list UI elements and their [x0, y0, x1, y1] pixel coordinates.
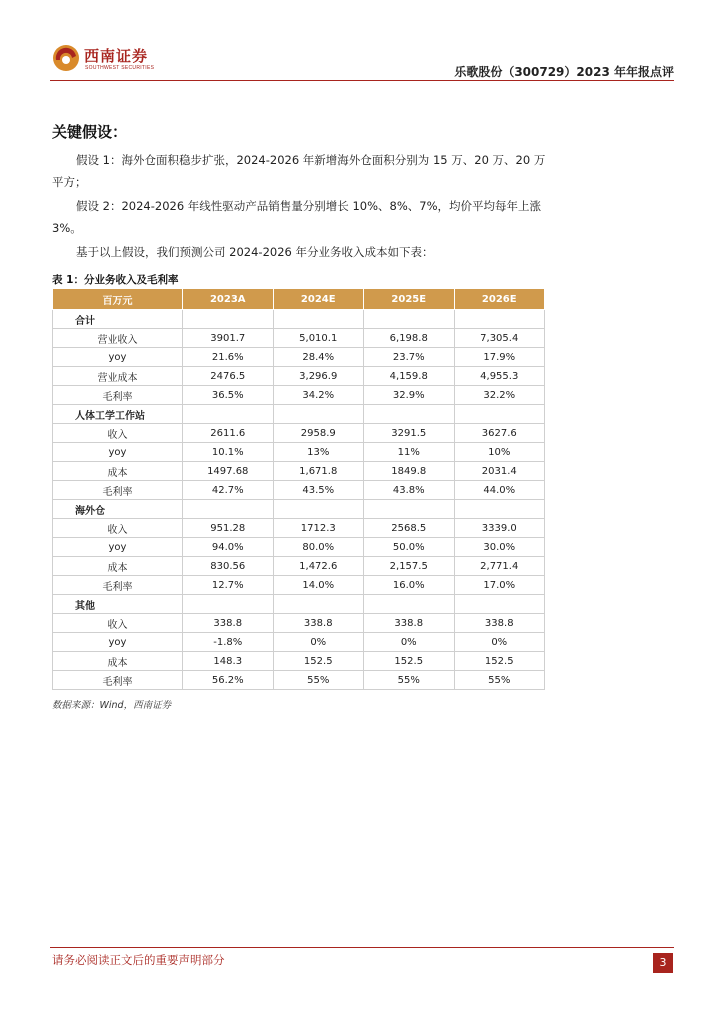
table-caption: 表 1：分业务收入及毛利率: [52, 274, 179, 286]
table-cell: 1497.68: [183, 462, 274, 481]
table-cell: 50.0%: [364, 538, 455, 557]
header-year: 2023A: [183, 289, 274, 310]
table-cell: 43.5%: [273, 481, 364, 500]
group-label: 合计: [53, 310, 183, 329]
table-cell: 1712.3: [273, 519, 364, 538]
table-cell: 11%: [364, 443, 455, 462]
page-number: 3: [653, 953, 673, 973]
table-cell: 338.8: [454, 614, 545, 633]
table-cell: 2568.5: [364, 519, 455, 538]
table-cell: -1.8%: [183, 633, 274, 652]
row-label: 成本: [53, 652, 183, 671]
table-row: [53, 538, 545, 557]
table-cell: 32.2%: [454, 386, 545, 405]
table-group-row: [53, 310, 545, 329]
table-cell: 2,771.4: [454, 557, 545, 576]
table-row: [53, 348, 545, 367]
table-row: [53, 519, 545, 538]
table-cell: 2476.5: [183, 367, 274, 386]
table-cell: 152.5: [364, 652, 455, 671]
table-cell-empty: [454, 310, 545, 329]
table-row: [53, 614, 545, 633]
table-cell: 830.56: [183, 557, 274, 576]
section-title: 关键假设：: [52, 123, 128, 141]
table-row: [53, 329, 545, 348]
table-cell-empty: [273, 595, 364, 614]
logo-english-name: SOUTHWEST SECURITIES: [85, 65, 155, 71]
header-year: 2026E: [454, 289, 545, 310]
table-cell-empty: [273, 405, 364, 424]
row-label: 毛利率: [53, 576, 183, 595]
table-cell: 16.0%: [364, 576, 455, 595]
table-row: [53, 576, 545, 595]
table-cell-empty: [454, 405, 545, 424]
revenue-margin-table: [52, 288, 545, 690]
table-group-row: [53, 500, 545, 519]
table-cell: 152.5: [454, 652, 545, 671]
row-label: yoy: [53, 538, 183, 557]
table-cell: 152.5: [273, 652, 364, 671]
table-cell-empty: [454, 595, 545, 614]
logo-chinese-name: 西南证券: [84, 47, 149, 65]
table-cell: 21.6%: [183, 348, 274, 367]
table-cell: 55%: [273, 671, 364, 690]
table-cell: 4,159.8: [364, 367, 455, 386]
table-row: [53, 481, 545, 500]
table-cell: 55%: [454, 671, 545, 690]
table-row: [53, 367, 545, 386]
table-cell: 30.0%: [454, 538, 545, 557]
group-label: 其他: [53, 595, 183, 614]
row-label: 毛利率: [53, 671, 183, 690]
table-cell-empty: [183, 405, 274, 424]
table-group-row: [53, 595, 545, 614]
logo-emblem-icon: [52, 44, 80, 72]
table-cell: 17.9%: [454, 348, 545, 367]
table-cell: 12.7%: [183, 576, 274, 595]
table-cell: 14.0%: [273, 576, 364, 595]
table-row: [53, 633, 545, 652]
table-cell: 44.0%: [454, 481, 545, 500]
table-row: [53, 652, 545, 671]
table-row: [53, 462, 545, 481]
company-logo: [52, 44, 172, 74]
table-cell: 2,157.5: [364, 557, 455, 576]
table-cell: 0%: [273, 633, 364, 652]
table-cell: 34.2%: [273, 386, 364, 405]
table-cell: 3339.0: [454, 519, 545, 538]
header-year: 2024E: [273, 289, 364, 310]
row-label: 收入: [53, 519, 183, 538]
row-label: 营业成本: [53, 367, 183, 386]
table-row: [53, 671, 545, 690]
table-cell-empty: [183, 595, 274, 614]
header-year: 2025E: [364, 289, 455, 310]
table-body: [53, 310, 545, 690]
table-cell: 1849.8: [364, 462, 455, 481]
table-cell: 28.4%: [273, 348, 364, 367]
assumption-paragraph-1: 假设 1：海外仓面积稳步扩张，2024-2026 年新增海外仓面积分别为 15 万、20 万、20 万平方；: [52, 153, 546, 189]
table-cell: 55%: [364, 671, 455, 690]
table-cell: 6,198.8: [364, 329, 455, 348]
table-cell-empty: [183, 500, 274, 519]
table-cell: 80.0%: [273, 538, 364, 557]
table-cell: 3901.7: [183, 329, 274, 348]
table-cell: 338.8: [273, 614, 364, 633]
table-row: [53, 386, 545, 405]
table-cell: 338.8: [183, 614, 274, 633]
table-cell: 3627.6: [454, 424, 545, 443]
table-cell: 36.5%: [183, 386, 274, 405]
row-label: 毛利率: [53, 481, 183, 500]
row-label: yoy: [53, 348, 183, 367]
page-header: [0, 0, 724, 82]
table-cell: 1,472.6: [273, 557, 364, 576]
table-cell: 951.28: [183, 519, 274, 538]
table-cell-empty: [364, 405, 455, 424]
table-cell: 4,955.3: [454, 367, 545, 386]
row-label: 收入: [53, 614, 183, 633]
row-label: yoy: [53, 633, 183, 652]
table-cell: 32.9%: [364, 386, 455, 405]
table-row: [53, 557, 545, 576]
table-cell: 7,305.4: [454, 329, 545, 348]
row-label: 成本: [53, 557, 183, 576]
table-row: [53, 424, 545, 443]
table-cell: 3291.5: [364, 424, 455, 443]
table-cell-empty: [273, 500, 364, 519]
row-label: 营业收入: [53, 329, 183, 348]
assumption-paragraph-2: 假设 2：2024-2026 年线性驱动产品销售量分别增长 10%、8%、7%，均价平均每年上涨 3%。: [52, 199, 542, 235]
table-cell-empty: [454, 500, 545, 519]
table-cell: 94.0%: [183, 538, 274, 557]
table-cell: 338.8: [364, 614, 455, 633]
table-cell-empty: [273, 310, 364, 329]
table-row: [53, 443, 545, 462]
data-source-note: 数据来源：Wind，西南证券: [52, 700, 172, 711]
table-cell: 2611.6: [183, 424, 274, 443]
table-cell: 148.3: [183, 652, 274, 671]
table-cell: 13%: [273, 443, 364, 462]
row-label: 成本: [53, 462, 183, 481]
header-divider: [50, 80, 674, 81]
table-cell: 42.7%: [183, 481, 274, 500]
table-cell: 43.8%: [364, 481, 455, 500]
table-cell: 23.7%: [364, 348, 455, 367]
footer-disclaimer: 请务必阅读正文后的重要声明部分: [52, 953, 225, 967]
table-cell: 56.2%: [183, 671, 274, 690]
table-cell: 2958.9: [273, 424, 364, 443]
row-label: 毛利率: [53, 386, 183, 405]
table-cell: 10%: [454, 443, 545, 462]
table-cell: 0%: [454, 633, 545, 652]
forecast-intro-paragraph: 基于以上假设，我们预测公司 2024-2026 年分业务收入成本如下表：: [76, 245, 434, 259]
group-label: 人体工学工作站: [53, 405, 183, 424]
table-cell: 17.0%: [454, 576, 545, 595]
table-cell-empty: [364, 310, 455, 329]
report-title: 乐歌股份（300729）2023 年年报点评: [454, 65, 674, 79]
table-cell-empty: [364, 500, 455, 519]
table-cell-empty: [183, 310, 274, 329]
table-cell-empty: [364, 595, 455, 614]
table-cell: 10.1%: [183, 443, 274, 462]
table-cell: 5,010.1: [273, 329, 364, 348]
table-cell: 1,671.8: [273, 462, 364, 481]
footer-divider: [50, 947, 674, 948]
row-label: 收入: [53, 424, 183, 443]
table-cell: 2031.4: [454, 462, 545, 481]
table-cell: 3,296.9: [273, 367, 364, 386]
row-label: yoy: [53, 443, 183, 462]
group-label: 海外仓: [53, 500, 183, 519]
header-unit: 百万元: [53, 289, 183, 310]
table-cell: 0%: [364, 633, 455, 652]
table-header-row: [53, 289, 545, 310]
table-group-row: [53, 405, 545, 424]
